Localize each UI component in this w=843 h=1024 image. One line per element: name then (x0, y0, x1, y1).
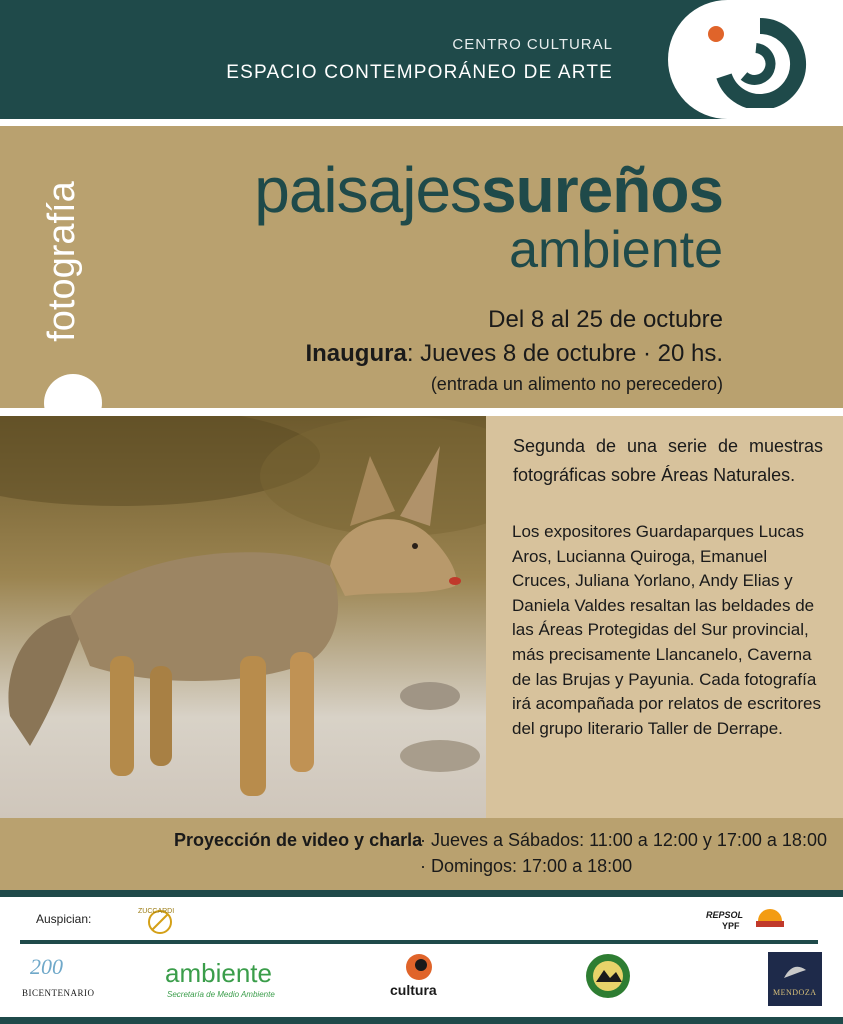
teal-divider-middle (20, 940, 818, 944)
schedule-line-1: · Jueves a Sábados: 11:00 a 12:00 y 17:00 a 18:00 (420, 830, 827, 850)
inaugura-label: Inaugura (305, 340, 407, 367)
parques-seal-icon (584, 952, 632, 1000)
ambiente-text: ambiente (165, 958, 272, 988)
repsol-ypf-logo (700, 908, 800, 934)
mendoza-logo (768, 952, 822, 1006)
white-divider (0, 408, 843, 416)
exhibition-subtitle: ambiente (509, 221, 723, 279)
title-part-1: paisajes (254, 154, 482, 226)
teal-divider-top (0, 890, 843, 897)
cultura-text: cultura (390, 982, 437, 998)
svg-text:200: 200 (30, 954, 63, 979)
description-lead: Segunda de una serie de muestras fotográficas sobre Áreas Naturales. (513, 436, 823, 485)
category-label-wrapper (22, 160, 142, 360)
ypf-text: YPF (722, 921, 740, 931)
title-part-2: sureños (481, 154, 723, 226)
cultura-logo (390, 952, 450, 1008)
header-main-label: ESPACIO CONTEMPORÁNEO DE ARTE (226, 62, 613, 83)
repsol-sun-icon (750, 908, 790, 934)
teal-divider-bottom (0, 1017, 843, 1024)
header-center-label: CENTRO CULTURAL (452, 36, 613, 53)
ambiente-logo (165, 950, 280, 1000)
centro-cultural-logo (702, 18, 812, 108)
fox-illustration (0, 416, 486, 818)
fox-photo (0, 416, 486, 818)
entrance-note: (entrada un alimento no perecedero) (430, 374, 723, 394)
schedule-label: Proyección de video y charla (174, 830, 423, 850)
bicentenario-logo (22, 952, 95, 1004)
bicentenario-text: BICENTENARIO (22, 988, 95, 998)
description-body: Los expositores Guardaparques Lucas Aros, Lucianna Quiroga, Emanuel Cruces, Juliana Yorlano, Andy Elias y Daniela Valdes resaltan las beldades de las Áreas Protegidas del Sur provincial, más precisamente Llancanelo, Caverna de las Brujas y Payunia. Cada fotografía irá acompañada por relatos de escritores del grupo literario Taller de Derrape. (512, 522, 821, 738)
inauguration-line (305, 340, 723, 368)
exhibition-title (254, 155, 723, 225)
category-label: fotografía (40, 181, 83, 342)
mendoza-bird-icon (782, 960, 808, 982)
zuccardi-text: ZUCCARDI (138, 908, 175, 915)
sponsors-label: Auspician: (36, 912, 92, 926)
bicentenario-icon (22, 952, 92, 982)
mendoza-text: MENDOZA (773, 988, 817, 997)
ambiente-subtext: Secretaría de Medio Ambiente (167, 990, 275, 999)
schedule-line-2: · Domingos: 17:00 a 18:00 (420, 856, 633, 876)
schedule-band (0, 818, 843, 890)
zuccardi-logo (138, 906, 178, 936)
cultura-icon (404, 952, 434, 982)
inaugura-value: : Jueves 8 de octubre · 20 hs. (406, 340, 723, 367)
repsol-text: REPSOL (706, 910, 744, 920)
date-range: Del 8 al 25 de octubre (488, 306, 723, 333)
